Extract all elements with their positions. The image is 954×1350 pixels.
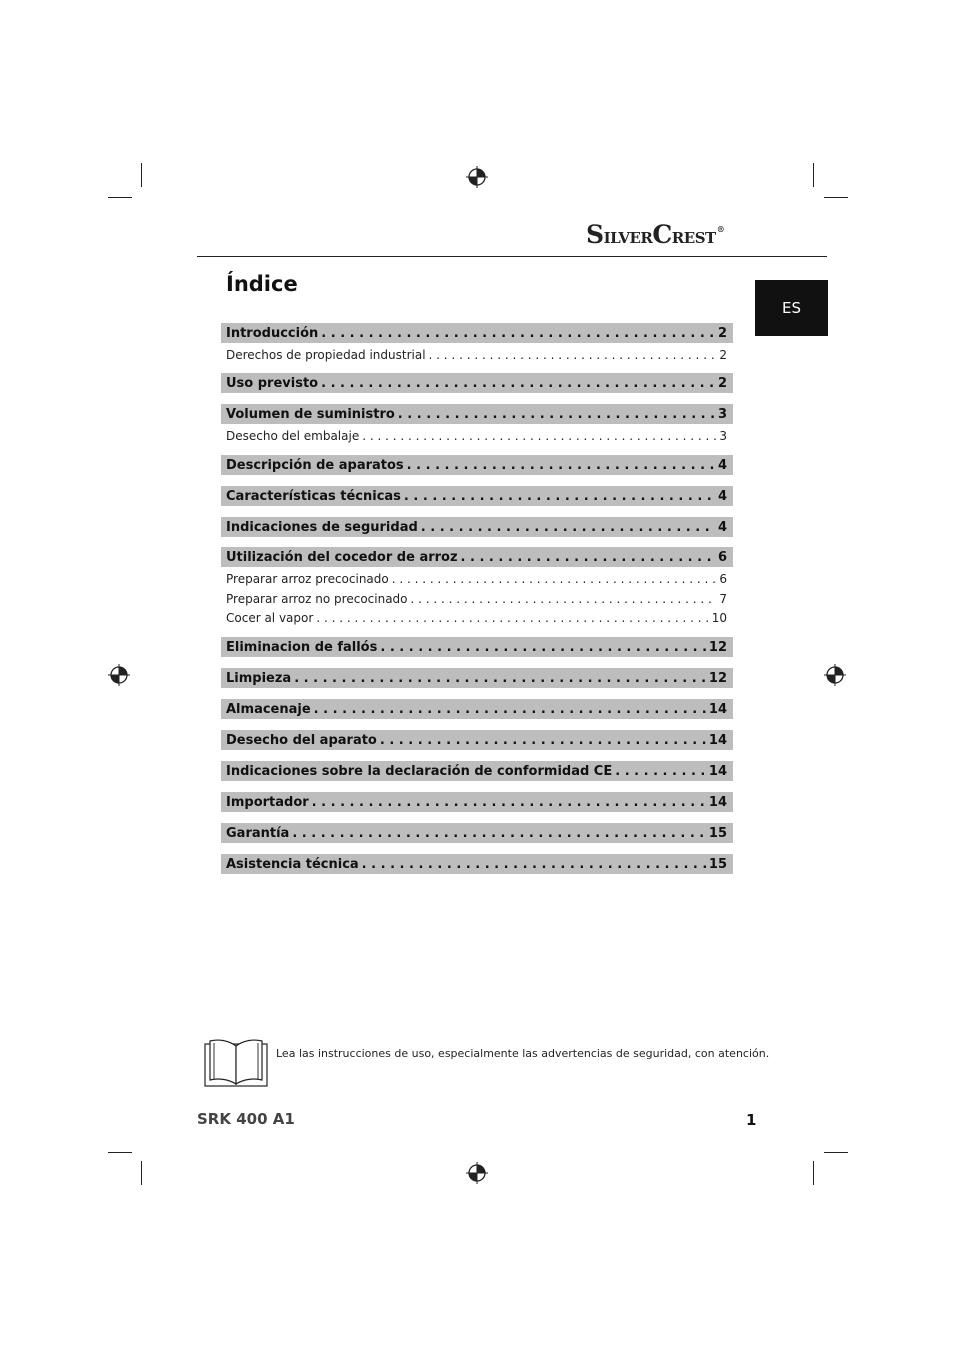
toc-leader-dots [316,611,708,625]
toc-entry-label: Asistencia técnica [226,856,359,872]
toc-entry-label: Derechos de propiedad industrial [226,347,426,362]
registration-mark-icon [466,1162,488,1184]
toc-entry-label: Desecho del embalaje [226,428,360,443]
toc-leader-dots [615,764,706,779]
toc-entry[interactable] [221,730,733,750]
toc-entry-label: Introducción [226,325,319,341]
toc-entry-page: 6 [719,571,727,586]
toc-entry-page: 4 [717,519,727,535]
registration-mark-icon [824,664,846,686]
toc-entry[interactable] [221,517,733,537]
toc-entry[interactable] [221,404,733,424]
toc-subentry[interactable] [221,426,733,445]
toc-entry-page: 14 [708,701,727,717]
toc-leader-dots [362,429,716,443]
toc-entry-label: Indicaciones sobre la declaración de conformidad CE [226,763,613,779]
toc-entry-page: 14 [708,794,727,810]
toc-leader-dots [362,857,706,872]
toc-entry-page: 2 [717,375,727,391]
toc-entry-label: Eliminacion de fallós [226,639,378,655]
toc-entry-label: Preparar arroz precocinado [226,571,389,586]
crop-mark [813,163,814,187]
toc-leader-dots [398,407,715,422]
toc-entry[interactable] [221,823,733,843]
toc-entry[interactable] [221,699,733,719]
page-title: Índice [226,272,298,296]
toc-entry[interactable] [221,792,733,812]
crop-mark [108,1152,132,1153]
toc-entry-page: 7 [719,591,727,606]
toc-leader-dots [411,592,717,606]
toc-leader-dots [312,795,706,810]
toc-leader-dots [380,733,706,748]
toc-subentry[interactable] [221,345,733,364]
toc-entry-label: Indicaciones de seguridad [226,519,418,535]
toc-entry-label: Garantía [226,825,290,841]
toc-leader-dots [407,458,715,473]
toc-entry-label: Características técnicas [226,488,401,504]
toc-entry-page: 6 [717,549,727,565]
toc-subentry[interactable] [221,589,733,608]
page-number: 1 [746,1111,757,1129]
open-book-icon [204,1036,268,1088]
crop-mark [824,1152,848,1153]
toc-entry[interactable] [221,323,733,343]
toc-leader-dots [404,489,715,504]
toc-entry-label: Almacenaje [226,701,311,717]
toc-entry-page: 2 [719,347,727,362]
toc-leader-dots [392,572,717,586]
toc-leader-dots [314,702,706,717]
crop-mark [141,163,142,187]
toc-entry-page: 4 [717,488,727,504]
toc-leader-dots [321,376,715,391]
toc-leader-dots [461,550,715,565]
reading-notice: Lea las instrucciones de uso, especialmente las advertencias de seguridad, con atención. [276,1047,770,1060]
toc-entry[interactable] [221,486,733,506]
toc-entry-page: 15 [708,856,727,872]
registration-mark-icon [108,664,130,686]
toc-entry-label: Volumen de suministro [226,406,395,422]
toc-entry-page: 4 [717,457,727,473]
toc-leader-dots [429,348,717,362]
toc-leader-dots [421,520,715,535]
toc-entry-page: 10 [711,610,727,625]
toc-entry-page: 12 [708,670,727,686]
crop-mark [141,1161,142,1185]
language-tab: ES [755,280,828,336]
toc-entry[interactable] [221,854,733,874]
toc-entry[interactable] [221,761,733,781]
toc-entry[interactable] [221,547,733,567]
brand-logo: SILVERCREST® [586,220,725,249]
toc-leader-dots [321,326,715,341]
toc-entry-page: 12 [708,639,727,655]
toc-entry-label: Limpieza [226,670,292,686]
toc-entry[interactable] [221,455,733,475]
toc-entry-label: Descripción de aparatos [226,457,404,473]
toc-entry-page: 3 [717,406,727,422]
toc-entry[interactable] [221,668,733,688]
crop-mark [824,197,848,198]
registration-mark-icon [466,166,488,188]
toc-leader-dots [294,671,706,686]
header-rule [197,256,827,257]
toc-entry-label: Desecho del aparato [226,732,377,748]
toc-leader-dots [380,640,706,655]
toc-subentry[interactable] [221,569,733,588]
toc-entry-label: Uso previsto [226,375,319,391]
toc-leader-dots [292,826,706,841]
toc-entry[interactable] [221,373,733,393]
toc-entry-label: Utilización del cocedor de arroz [226,549,458,565]
toc-entry-label: Preparar arroz no precocinado [226,591,408,606]
toc-subentry[interactable] [221,608,733,627]
crop-mark [108,197,132,198]
toc-entry-label: Cocer al vapor [226,610,314,625]
toc-entry-label: Importador [226,794,309,810]
crop-mark [813,1161,814,1185]
toc-entry-page: 3 [719,428,727,443]
toc-entry[interactable] [221,637,733,657]
toc-entry-page: 15 [708,825,727,841]
toc-entry-page: 14 [708,732,727,748]
toc-entry-page: 2 [717,325,727,341]
model-number: SRK 400 A1 [197,1110,295,1128]
toc-entry-page: 14 [708,763,727,779]
